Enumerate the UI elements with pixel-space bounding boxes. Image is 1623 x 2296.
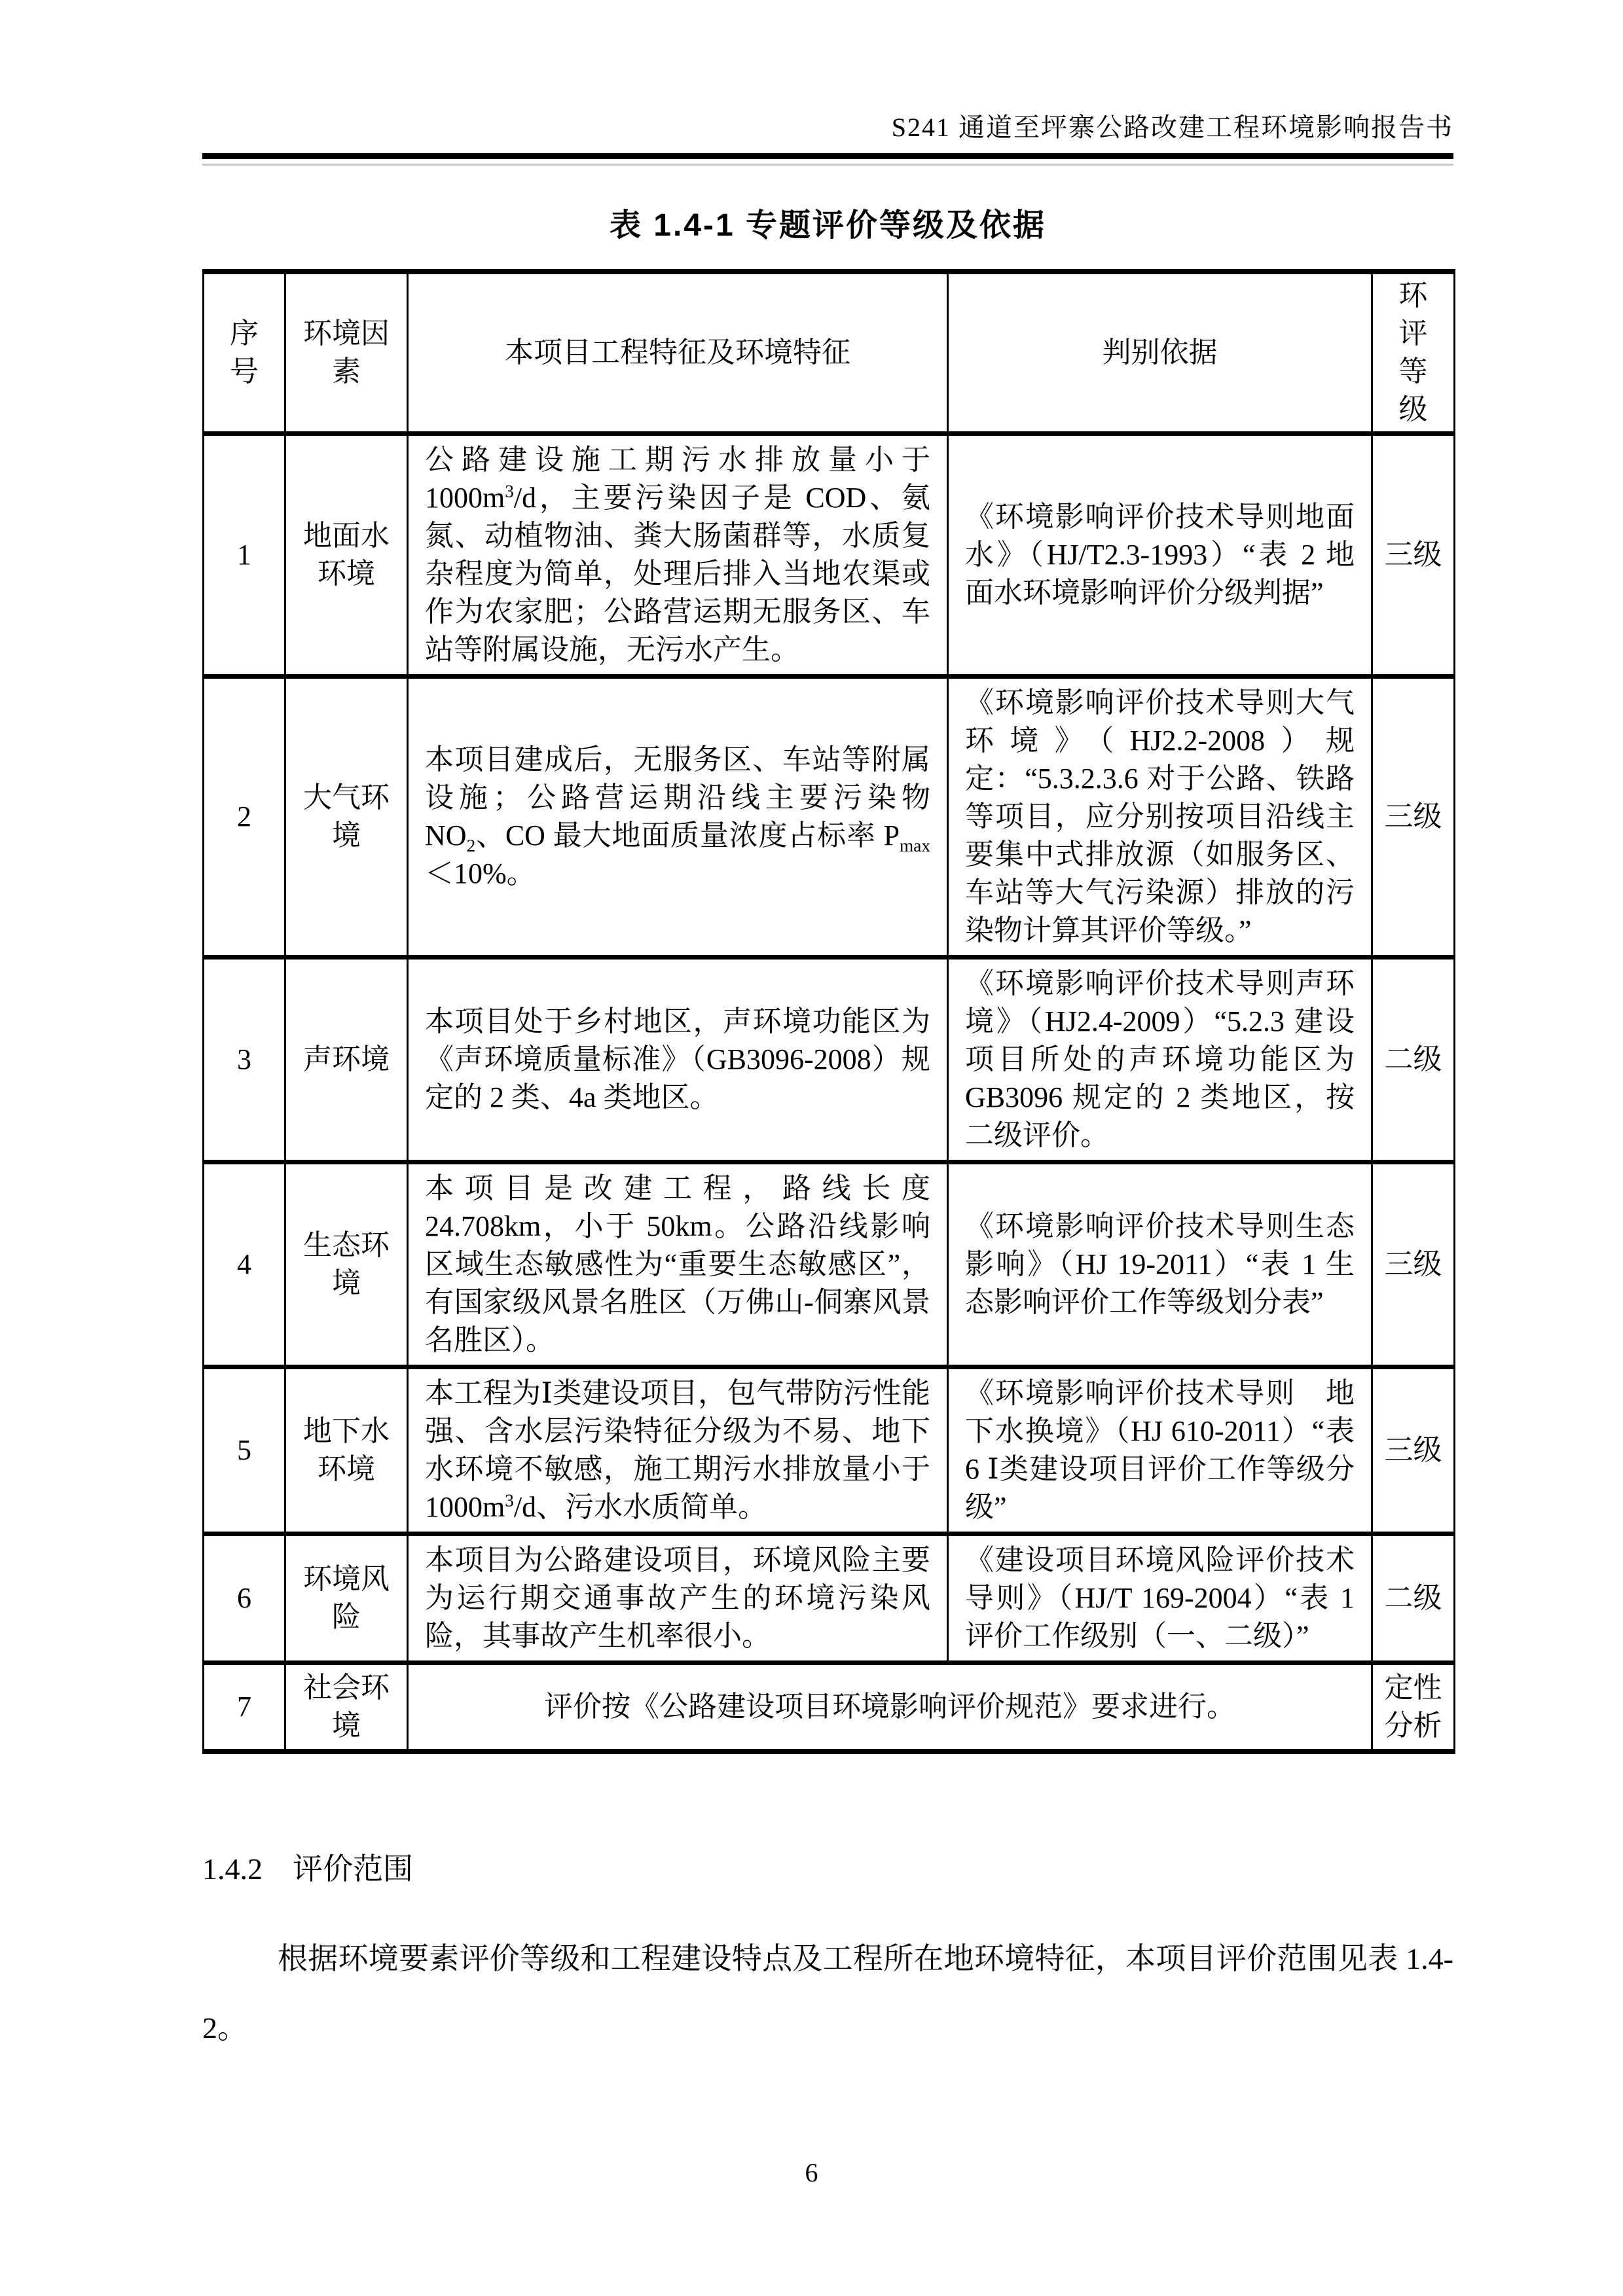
table-header-row [204,272,1455,434]
cell-factor: 环境风险 [285,1534,408,1663]
report-header [202,0,1453,143]
cell-feature: 本项目处于乡村地区，声环境功能区为《声环境质量标准》（GB3096-2008）规定的 2 类、4a 类地区。 [408,958,948,1162]
cell-factor: 大气环境 [285,677,408,958]
cell-basis: 《环境影响评价技术导则大气环境》（HJ2.2-2008）规定：“5.3.2.3.6 对于公路、铁路等项目，应分别按项目沿线主要集中式排放源（如服务区、车站等大气污染源）排放的污染物计算其评价等级。” [948,677,1372,958]
table-row [204,1534,1455,1663]
column-header-index: 序号 [204,272,285,434]
cell-index: 4 [204,1162,285,1367]
table-title: 表 1.4-1 专题评价等级及依据 [609,208,1047,243]
cell-basis: 《环境影响评价技术导则声环境》（HJ2.4-2009）“5.2.3 建设项目所处的声环境功能区为 GB3096 规定的 2 类地区，按二级评价。 [948,958,1372,1162]
cell-factor: 生态环境 [285,1162,408,1367]
table-row [204,1663,1455,1752]
column-header-level: 环评等级 [1372,272,1455,434]
cell-index: 2 [204,677,285,958]
report-title: S241 通道至坪寨公路改建工程环境影响报告书 [891,113,1453,142]
cell-level: 三级 [1372,434,1455,677]
cell-level: 三级 [1372,1162,1455,1367]
cell-feature: 公路建设施工期污水排放量小于$1000m^3/d$，主要污染因子是 COD、氨氮、动植物油、粪大肠菌群等，水质复杂程度为简单，处理后排入当地农渠或作为农家肥；公路营运期无服务区、车站等附属设施，无污水产生。 [408,434,948,677]
column-header-factor: 环境因素 [285,272,408,434]
header-rule [202,153,1453,159]
cell-factor: 声环境 [285,958,408,1162]
cell-factor: 地面水环境 [285,434,408,677]
cell-level: 二级 [1372,1534,1455,1663]
page-number: 6 [805,2158,818,2187]
table-row [204,677,1455,958]
cell-feature: 本项目建成后，无服务区、车站等附属设施；公路营运期沿线主要污染物 $NO_2$、CO 最大地面质量浓度占标率 $P_{max}<10\%$。 [408,677,948,958]
header-rule-ghost [202,164,1453,166]
table-row [204,1367,1455,1534]
cell-merged-note: 评价按《公路建设项目环境影响评价规范》要求进行。 [408,1663,1372,1752]
cell-basis: 《环境影响评价技术导则地面水》（HJ/T2.3-1993）“表 2 地面水环境影响评价分级判据” [948,434,1372,677]
cell-feature: 本工程为Ⅰ类建设项目，包气带防污性能强、含水层污染特征分级为不易、地下水环境不敏感，施工期污水排放量小于$1000m^3/d$、污水水质简单。 [408,1367,948,1534]
cell-level: 二级 [1372,958,1455,1162]
cell-basis: 《环境影响评价技术导则 地下水换境》（HJ 610-2011）“表 6 Ⅰ类建设项目评价工作等级分级” [948,1367,1372,1534]
column-header-feature: 本项目工程特征及环境特征 [408,272,948,434]
column-header-basis: 判别依据 [948,272,1372,434]
cell-level: 三级 [1372,677,1455,958]
cell-basis: 《建设项目环境风险评价技术导则》（HJ/T 169-2004）“表 1 评价工作级别（一、二级）” [948,1534,1372,1663]
cell-index: 7 [204,1663,285,1752]
cell-factor: 社会环境 [285,1663,408,1752]
cell-feature: 本项目是改建工程，路线长度 24.708km，小于 50km。公路沿线影响区域生态敏感性为“重要生态敏感区”，有国家级风景名胜区（万佛山-侗寨风景名胜区）。 [408,1162,948,1367]
cell-index: 3 [204,958,285,1162]
table-row [204,1162,1455,1367]
cell-index: 1 [204,434,285,677]
evaluation-grade-table [202,269,1455,1754]
body-paragraph: 根据环境要素评价等级和工程建设特点及工程所在地环境特征，本项目评价范围见表 1.4-2。 [202,1942,1453,2045]
page-content [202,0,1453,2063]
cell-index: 6 [204,1534,285,1663]
cell-level: 三级 [1372,1367,1455,1534]
cell-basis: 《环境影响评价技术导则生态影响》（HJ 19-2011）“表 1 生态影响评价工作等级划分表” [948,1162,1372,1367]
cell-feature: 本项目为公路建设项目，环境风险主要为运行期交通事故产生的环境污染风险，其事故产生机率很小。 [408,1534,948,1663]
table-row [204,434,1455,677]
cell-level: 定性分析 [1372,1663,1455,1752]
section-title: 评价范围 [293,1852,413,1886]
cell-index: 5 [204,1367,285,1534]
table-row [204,958,1455,1162]
section-number: 1.4.2 [202,1852,263,1886]
cell-factor: 地下水环境 [285,1367,408,1534]
section-heading [202,1851,1453,1888]
